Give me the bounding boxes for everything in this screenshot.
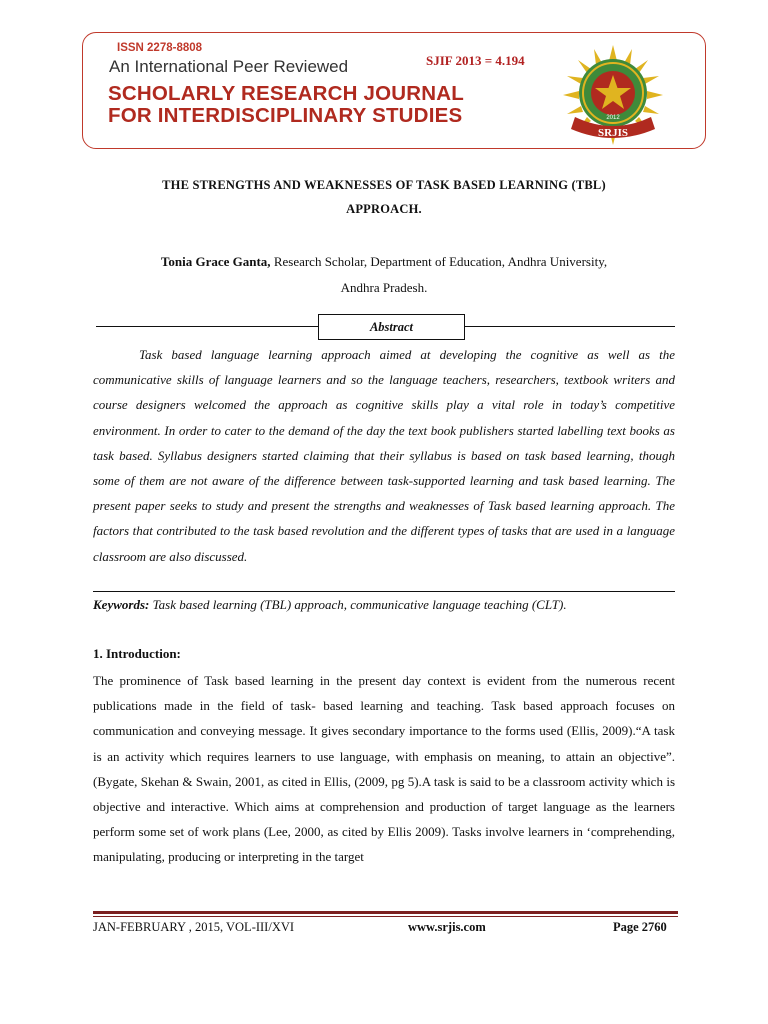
abstract-rule-bottom [93,591,675,592]
logo-text: SRJIS [598,127,628,139]
footer-issue: JAN-FEBRUARY , 2015, VOL-III/XVI [93,920,295,934]
introduction-text: The prominence of Task based learning in the present day context is evident from the numerous recent publications made in the field of task- based learning and teaching. Task based approach focuses on communication and conveying message. It gives secondary importance to the forms used (Ellis, 2009).“A task is an activity which requires learners to use language, with emphasis on meaning, to attain an objective”. (Bygate, Skehan & Swain, 2001, as cited in Ellis, (2009, pg 5).A task is said to be a classroom activity which is objective and interactive. Which aims at comprehension and production of target language as the learners perform some set of work plans (Lee, 2000, as cited by Ellis 2009). Tasks involve learners in ‘comprehending, manipulating, producing or interpreting in the target [93,673,675,865]
author-block [60,249,708,301]
peer-reviewed-label: An International Peer Reviewed [109,57,349,76]
journal-banner [82,32,706,149]
abstract-label: Abstract [318,314,465,340]
abstract-rule-right [465,326,675,327]
abstract-rule-left [96,326,318,327]
footer-website[interactable]: www.srjis.com [408,920,486,934]
keywords-text: Task based learning (TBL) approach, communicative language teaching (CLT). [149,597,567,612]
keywords [93,595,693,615]
footer-rule-thin [93,916,678,917]
abstract-text: Task based language learning approach aimed at developing the cognitive as well as the communicative skills of language learners and so the language teachers, researchers, textbook writers and course designers welcomed the approach as cognitive skills play a vital role in today’s competitive environment. In order to cater to the demand of the day the text book publishers started labelling text books as task based. Syllabus designers started claiming that their syllabus is based on task based learning, though some of them are not aware of the difference between task-supported learning and task based learning. The present paper seeks to study and present the strengths and weaknesses of Task based learning approach. The factors that contributed to the task based revolution and the different types of tasks that are used in a language classroom are also discussed. [93,347,675,564]
author-name: Tonia Grace Ganta, [160,254,271,269]
sjif-label: SJIF 2013 = 4.194 [426,53,525,68]
logo-year: 2012 [606,115,620,121]
journal-name-line2: FOR INTERDISCIPLINARY STUDIES [108,104,463,127]
footer-rule-thick [93,911,678,914]
keywords-label: Keywords: [93,597,150,612]
section-heading-introduction: 1. Introduction: [93,646,181,661]
author-location: Andhra Pradesh. [340,280,428,295]
article-title-line1: THE STRENGTHS AND WEAKNESSES OF TASK BASED LEARNING (TBL) [162,178,606,192]
journal-name-line1: SCHOLARLY RESEARCH JOURNAL [108,82,465,105]
journal-seal-logo [561,43,665,147]
issn-label: ISSN 2278-8808 [117,42,203,54]
footer-page-number: Page 2760 [613,920,667,934]
author-affiliation: Research Scholar, Department of Education, Andhra University, [270,254,608,269]
article-title-line2: APPROACH. [346,202,422,216]
